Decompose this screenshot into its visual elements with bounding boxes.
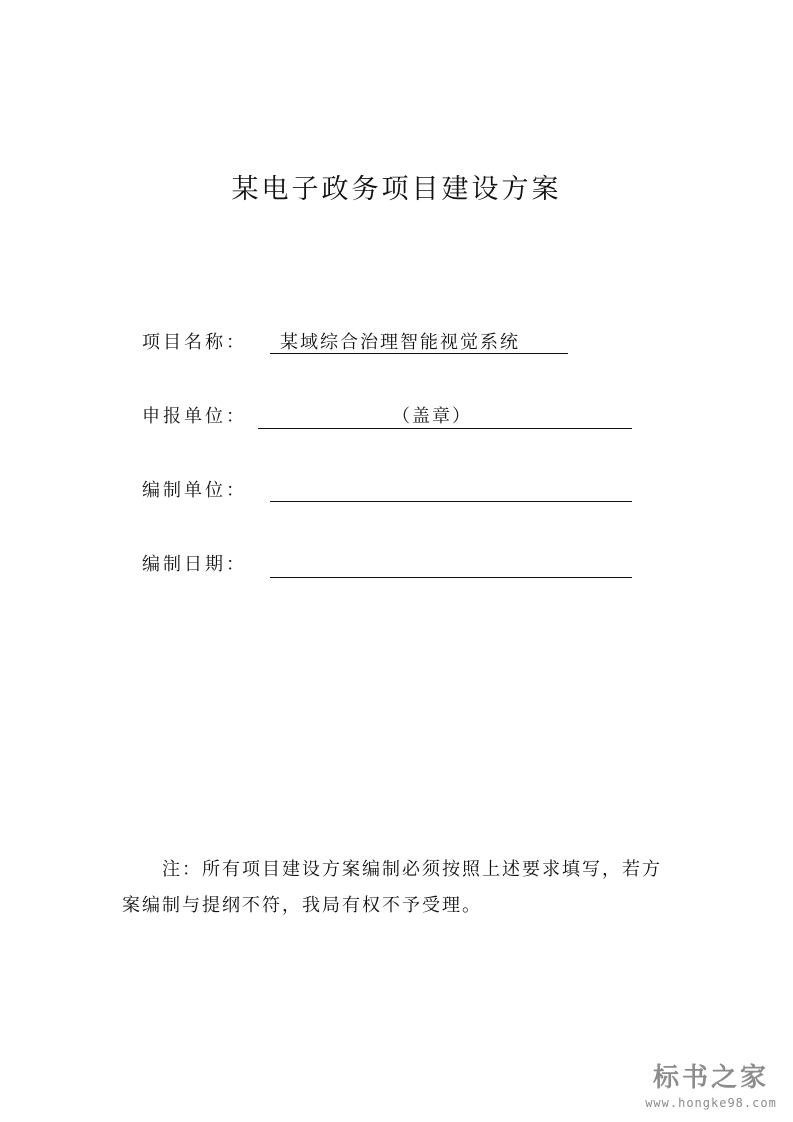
watermark-brand: 标书之家: [652, 1063, 769, 1093]
reporting-unit-label: 申报单位：: [142, 406, 247, 427]
project-name-label: 项目名称：: [142, 332, 247, 353]
reporting-unit-seal-note: （盖章）: [392, 406, 472, 427]
watermark-url: www.hongke98.com: [645, 1096, 777, 1110]
watermark-logo: [636, 1062, 786, 1116]
editing-date-label: 编制日期：: [142, 554, 247, 575]
project-name-value: 某域综合治理智能视觉系统: [280, 332, 520, 353]
editing-date-underline: [270, 577, 632, 578]
submission-note: 注：所有项目建设方案编制必须按照上述要求填写，若方案编制与提纲不符，我局有权不予受理。: [122, 859, 662, 916]
document-title: 某电子政务项目建设方案: [231, 174, 562, 205]
editing-unit-underline: [270, 501, 632, 502]
editing-unit-label: 编制单位：: [142, 480, 247, 501]
